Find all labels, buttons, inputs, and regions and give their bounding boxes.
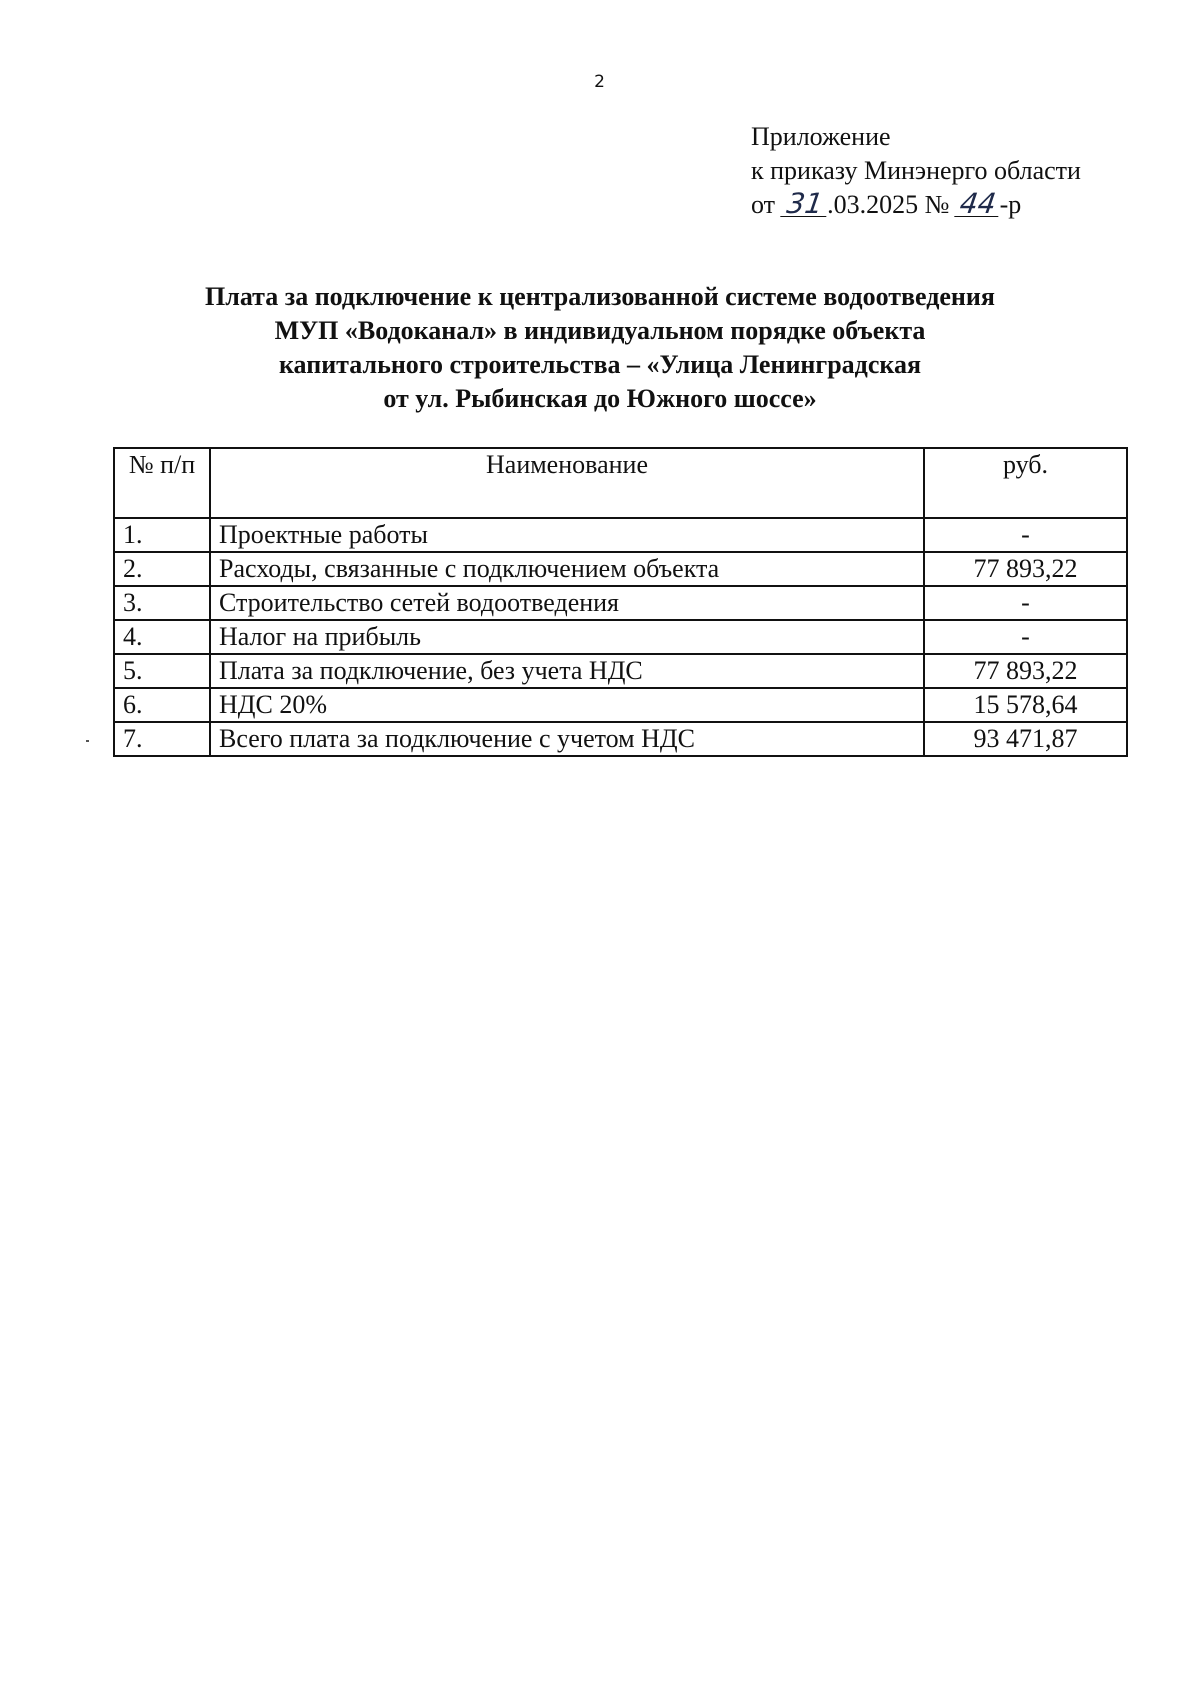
- row-number: 3.: [114, 586, 210, 620]
- row-sum: -: [924, 518, 1127, 552]
- handwritten-order-number: 44: [954, 192, 1001, 217]
- table-row: [114, 620, 1127, 654]
- document-title: [150, 280, 1050, 416]
- row-sum: 15 578,64: [924, 688, 1127, 722]
- title-line-1: Плата за подключение к централизованной системе водоотведения: [205, 282, 995, 311]
- table-row: [114, 586, 1127, 620]
- date-prefix: от: [751, 190, 776, 219]
- page-number: 2: [594, 72, 606, 92]
- row-number: 2.: [114, 552, 210, 586]
- title-line-3: капитального строительства – «Улица Ленинградская: [278, 350, 922, 379]
- appendix-label: Приложение: [751, 122, 891, 151]
- date-rest: .03.2025 №: [827, 190, 950, 219]
- fee-table: [113, 447, 1128, 757]
- header-sum: руб.: [924, 448, 1127, 518]
- row-sum: -: [924, 620, 1127, 654]
- row-sum: 93 471,87: [924, 722, 1127, 756]
- appendix-block: [751, 120, 1081, 222]
- row-name: Проектные работы: [210, 518, 924, 552]
- table-body: [114, 518, 1127, 756]
- row-name: Плата за подключение, без учета НДС: [210, 654, 924, 688]
- table-row: [114, 654, 1127, 688]
- row-number: 1.: [114, 518, 210, 552]
- title-line-4: от ул. Рыбинская до Южного шоссе»: [383, 384, 817, 413]
- header-name: Наименование: [210, 448, 924, 518]
- row-name: Строительство сетей водоотведения: [210, 586, 924, 620]
- stray-mark: [86, 740, 89, 742]
- table-row: [114, 688, 1127, 722]
- appendix-order-reference: к приказу Минэнерго области: [751, 156, 1081, 185]
- row-name: Расходы, связанные с подключением объекта: [210, 552, 924, 586]
- header-number: № п/п: [114, 448, 210, 518]
- number-suffix: -р: [999, 190, 1022, 219]
- row-name: Налог на прибыль: [210, 620, 924, 654]
- row-name: НДС 20%: [210, 688, 924, 722]
- table-row: [114, 722, 1127, 756]
- table-header-row: [114, 448, 1127, 518]
- title-line-2: МУП «Водоканал» в индивидуальном порядке объекта: [274, 316, 926, 345]
- table-row: [114, 518, 1127, 552]
- row-sum: -: [924, 586, 1127, 620]
- handwritten-day: 31: [780, 192, 829, 217]
- row-name: Всего плата за подключение с учетом НДС: [210, 722, 924, 756]
- row-sum: 77 893,22: [924, 654, 1127, 688]
- row-number: 6.: [114, 688, 210, 722]
- row-number: 4.: [114, 620, 210, 654]
- appendix-date-line: [751, 188, 1081, 222]
- table-row: [114, 552, 1127, 586]
- row-number: 7.: [114, 722, 210, 756]
- row-sum: 77 893,22: [924, 552, 1127, 586]
- row-number: 5.: [114, 654, 210, 688]
